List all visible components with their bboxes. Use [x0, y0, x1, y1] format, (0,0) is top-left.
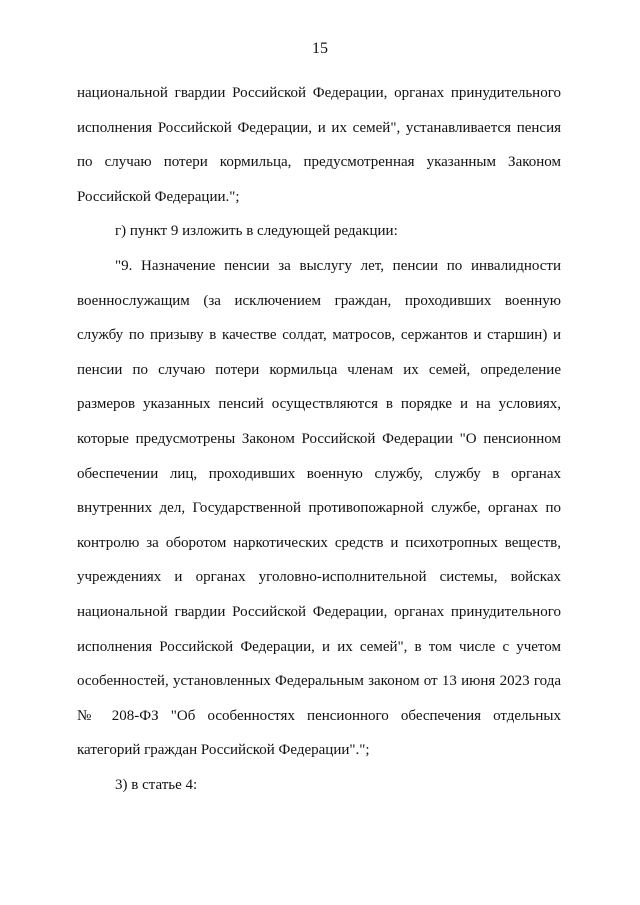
paragraph-subitem-g: г) пункт 9 изложить в следующей редакции:	[115, 223, 398, 240]
document-body	[77, 76, 561, 802]
paragraph-point-9: "9. Назначение пенсии за выслугу лет, пенсии по инвалидности военнослужащим (за исключением граждан, проходивших военную службу по призыву в качестве солдат, матросов, сержантов и старшин) и пенсии по случаю потери кормильца членам их семей, определение размеров указанных пенсий осуществляются в порядке и на условиях, которые предусмотрены Законом Российской Федерации "О пенсионном обеспечении лиц, проходивших военную службу, службу в органах внутренних дел, Государственной противопожарной службе, органах по контролю за оборотом наркотических средств и психотропных веществ, учреждениях и органах уголовно-исполнительной системы, войсках национальной гвардии Российской Федерации, органах принудительного исполнения Российской Федерации, и их семей", в том числе с учетом особенностей, установленных Федеральным законом от 13 июня 2023 года № 208-ФЗ "Об особенностях пенсионного обеспечения отдельных категорий граждан Российской Федерации".";	[77, 257, 561, 759]
paragraph-item-3: 3) в статье 4:	[115, 776, 198, 793]
page-number: 15	[312, 40, 328, 57]
paragraph-continuation: национальной гвардии Российской Федерации, органах принудительного исполнения Российской Федерации, и их семей", устанавливается пенсия по случаю потери кормильца, предусмотренная указанным Законом Российской Федерации.";	[77, 85, 561, 205]
